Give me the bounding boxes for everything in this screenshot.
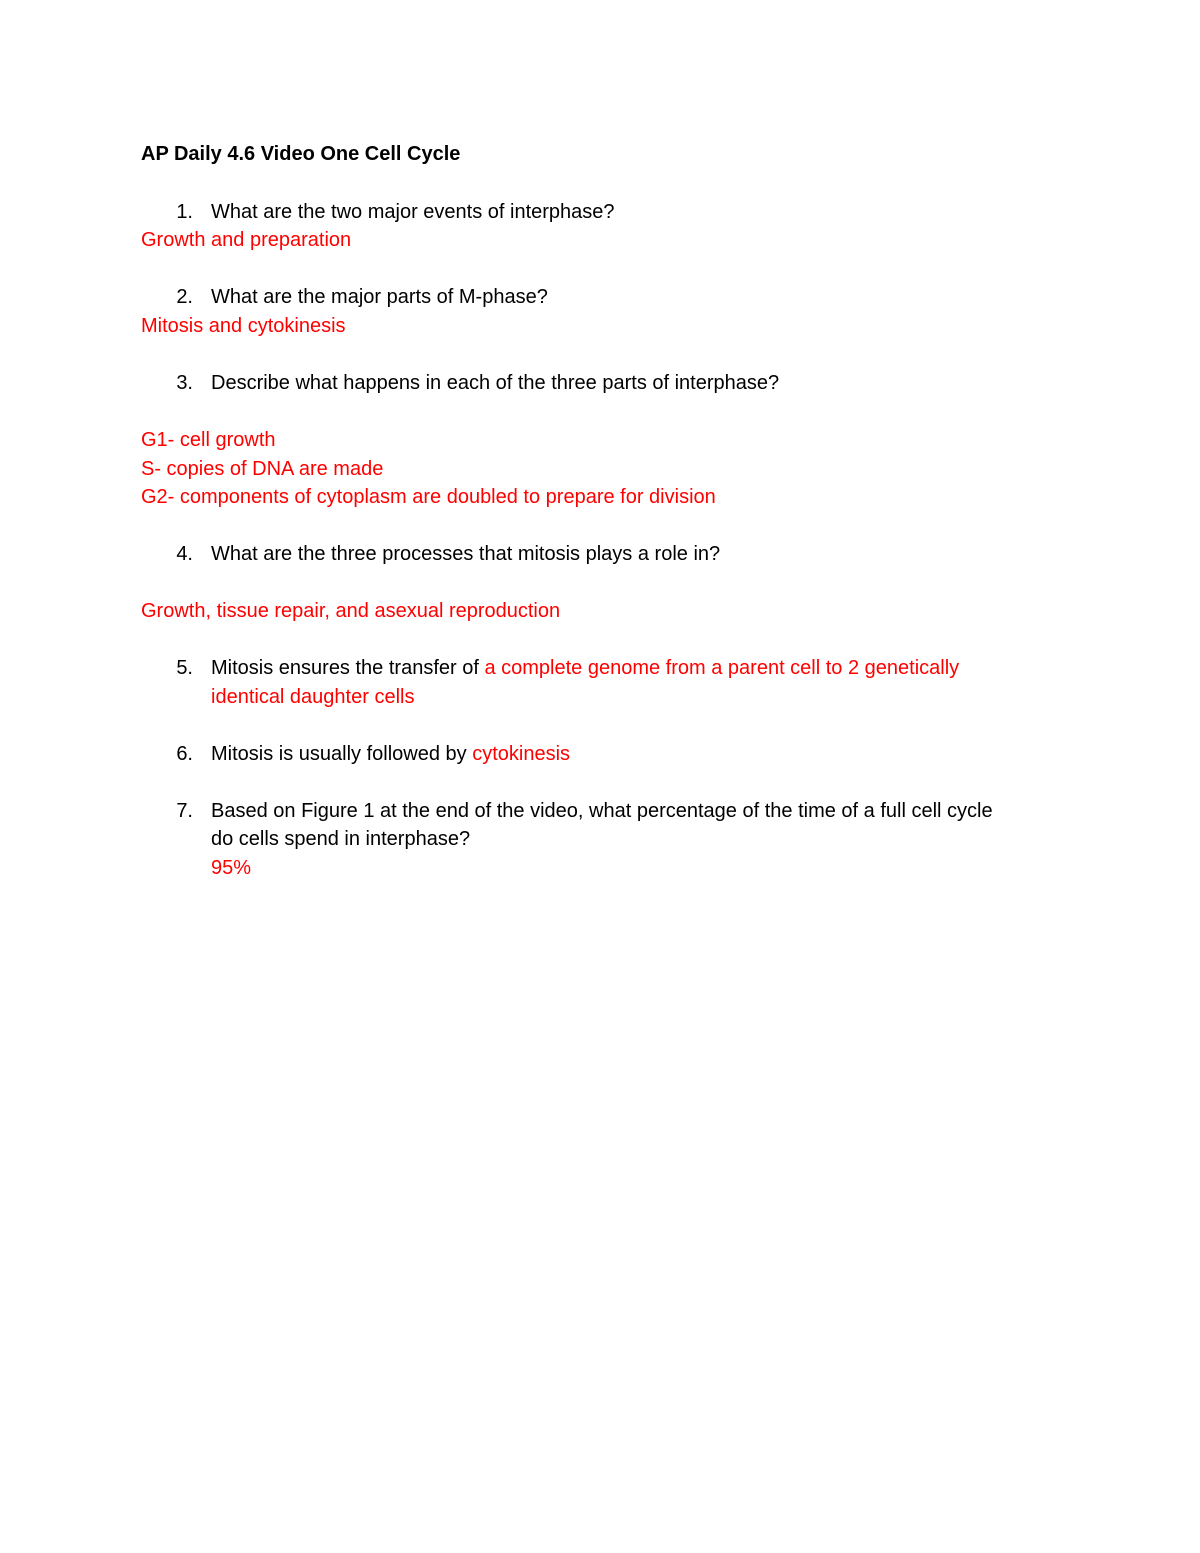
question-text: Mitosis is usually followed by xyxy=(211,743,467,765)
question-text-line xyxy=(211,656,959,680)
answer-text: S- copies of DNA are made xyxy=(141,458,384,480)
question-number: 7. xyxy=(176,800,193,822)
answer-text: Growth, tissue repair, and asexual reproduction xyxy=(141,600,561,622)
question-number: 1. xyxy=(176,201,193,223)
question-number: 3. xyxy=(176,372,193,394)
document-title: AP Daily 4.6 Video One Cell Cycle xyxy=(141,143,461,165)
answer-text: cytokinesis xyxy=(472,743,571,765)
question-number: 5. xyxy=(176,657,193,679)
question-text: do cells spend in interphase? xyxy=(211,828,471,850)
answer-text: a complete genome from a parent cell to 2 genetically xyxy=(484,657,960,679)
question-number: 4. xyxy=(176,543,193,565)
question-number: 2. xyxy=(176,286,193,308)
answer-text: Mitosis and cytokinesis xyxy=(141,315,346,337)
answer-text: G2- components of cytoplasm are doubled to prepare for division xyxy=(141,486,716,508)
question-text: What are the two major events of interphase? xyxy=(211,201,615,223)
question-text-line xyxy=(211,742,570,766)
question-text: What are the three processes that mitosis plays a role in? xyxy=(211,543,721,565)
question-text: Mitosis ensures the transfer of xyxy=(211,657,479,679)
answer-text: Growth and preparation xyxy=(141,229,352,251)
question-text: Describe what happens in each of the three parts of interphase? xyxy=(211,372,780,394)
question-number: 6. xyxy=(176,743,193,765)
answer-text: identical daughter cells xyxy=(211,686,415,708)
question-text: Based on Figure 1 at the end of the video, what percentage of the time of a full cell cycle xyxy=(211,800,993,822)
answer-text: G1- cell growth xyxy=(141,429,276,451)
answer-text: 95% xyxy=(211,857,252,879)
question-text: What are the major parts of M-phase? xyxy=(211,286,548,308)
